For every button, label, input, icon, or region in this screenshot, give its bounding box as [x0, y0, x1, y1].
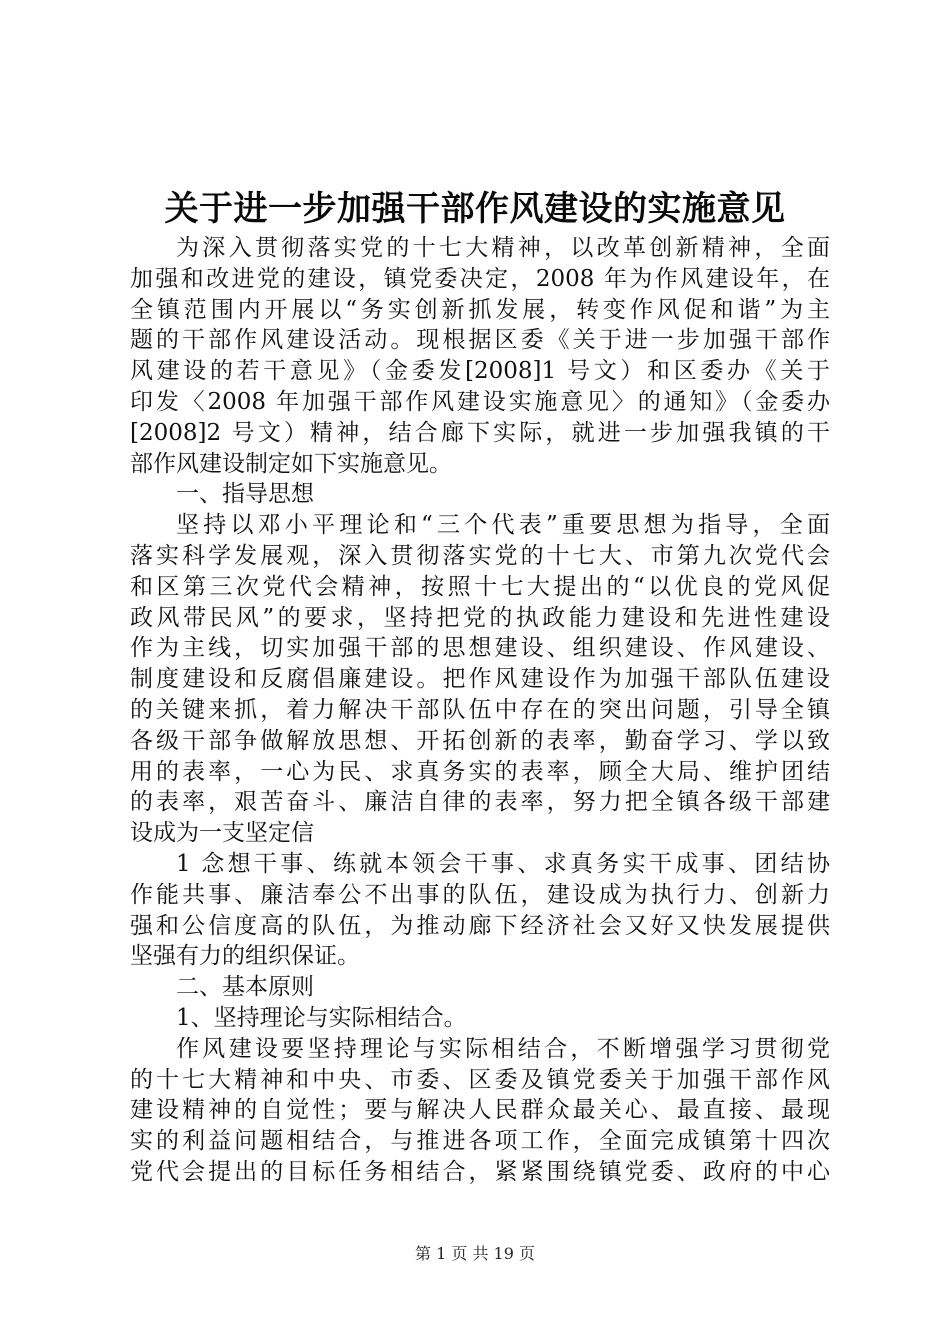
body-line: 政风带民风”的要求，坚持把党的执政能力建设和先进性建设: [130, 604, 830, 631]
body-line: 作为主线，切实加强干部的思想建设、组织建设、作风建设、: [130, 635, 830, 662]
body-line: 坚持以邓小平理论和“三个代表”重要思想为指导，全面: [176, 512, 830, 539]
body-line: 坚强有力的组织保证。: [130, 943, 360, 970]
body-line: 设成为一支坚定信: [130, 820, 314, 847]
body-line: 为深入贯彻落实党的十七大精神，以改革创新精神，全面: [176, 235, 830, 261]
body-line: 党代会提出的目标任务相结合，紧紧围绕镇党委、政府的中心: [130, 1158, 830, 1185]
body-line: 的表率，艰苦奋斗、廉洁自律的表率，努力把全镇各级干部建: [130, 789, 830, 816]
body-line: 全镇范围内开展以“务实创新抓发展，转变作风促和谐”为主: [130, 296, 830, 323]
section-heading: 一、指导思想: [176, 481, 314, 508]
body-line: 作能共事、廉洁奉公不出事的队伍，建设成为执行力、创新力: [130, 881, 830, 908]
body-line: 用的表率，一心为民、求真务实的表率，顾全大局、维护团结: [130, 758, 830, 785]
body-line: [2008]2 号文）精神，结合廊下实际，就进一步加强我镇的干: [130, 419, 830, 446]
body-line: 建设精神的自觉性；要与解决人民群众最关心、最直接、最现: [130, 1097, 830, 1124]
document-body: [130, 233, 830, 1188]
body-line: 风建设的若干意见》（金委发[2008]1 号文）和区委办《关于: [130, 358, 830, 385]
body-line: 加强和改进党的建设，镇党委决定，2008 年为作风建设年，在: [130, 265, 830, 292]
body-line: 制度建设和反腐倡廉建设。把作风建设作为加强干部队伍建设: [130, 666, 830, 693]
body-line: 的十七大精神和中央、市委、区委及镇党委关于加强干部作风: [130, 1066, 830, 1093]
body-line: 1 念想干事、练就本领会干事、求真务实干成事、团结协: [176, 850, 830, 877]
page-number-footer: 第 1 页 共 19 页: [415, 1244, 535, 1263]
body-line: 的关键来抓，着力解决干部队伍中存在的突出问题，引导全镇: [130, 696, 830, 723]
body-line: 强和公信度高的队伍，为推动廊下经济社会又好又快发展提供: [130, 912, 830, 939]
body-line: 部作风建设制定如下实施意见。: [130, 450, 452, 477]
body-line: 和区第三次党代会精神，按照十七大提出的“以优良的党风促: [130, 573, 830, 600]
document-title: 关于进一步加强干部作风建设的实施意见: [164, 189, 786, 229]
body-line: 各级干部争做解放思想、开拓创新的表率，勤奋学习、学以致: [130, 727, 830, 754]
subsection-heading: 1、坚持理论与实际相结合。: [176, 1004, 467, 1031]
body-line: 实的利益问题相结合，与推进各项工作，全面完成镇第十四次: [130, 1128, 830, 1155]
body-line: 作风建设要坚持理论与实际相结合，不断增强学习贯彻党: [176, 1035, 830, 1062]
body-line: 印发〈2008 年加强干部作风建设实施意见〉的通知》（金委办: [130, 388, 830, 415]
body-line: 落实科学发展观，深入贯彻落实党的十七大、市第九次党代会: [130, 542, 830, 569]
section-heading: 二、基本原则: [176, 974, 314, 1001]
body-line: 题的干部作风建设活动。现根据区委《关于进一步加强干部作: [130, 327, 830, 354]
